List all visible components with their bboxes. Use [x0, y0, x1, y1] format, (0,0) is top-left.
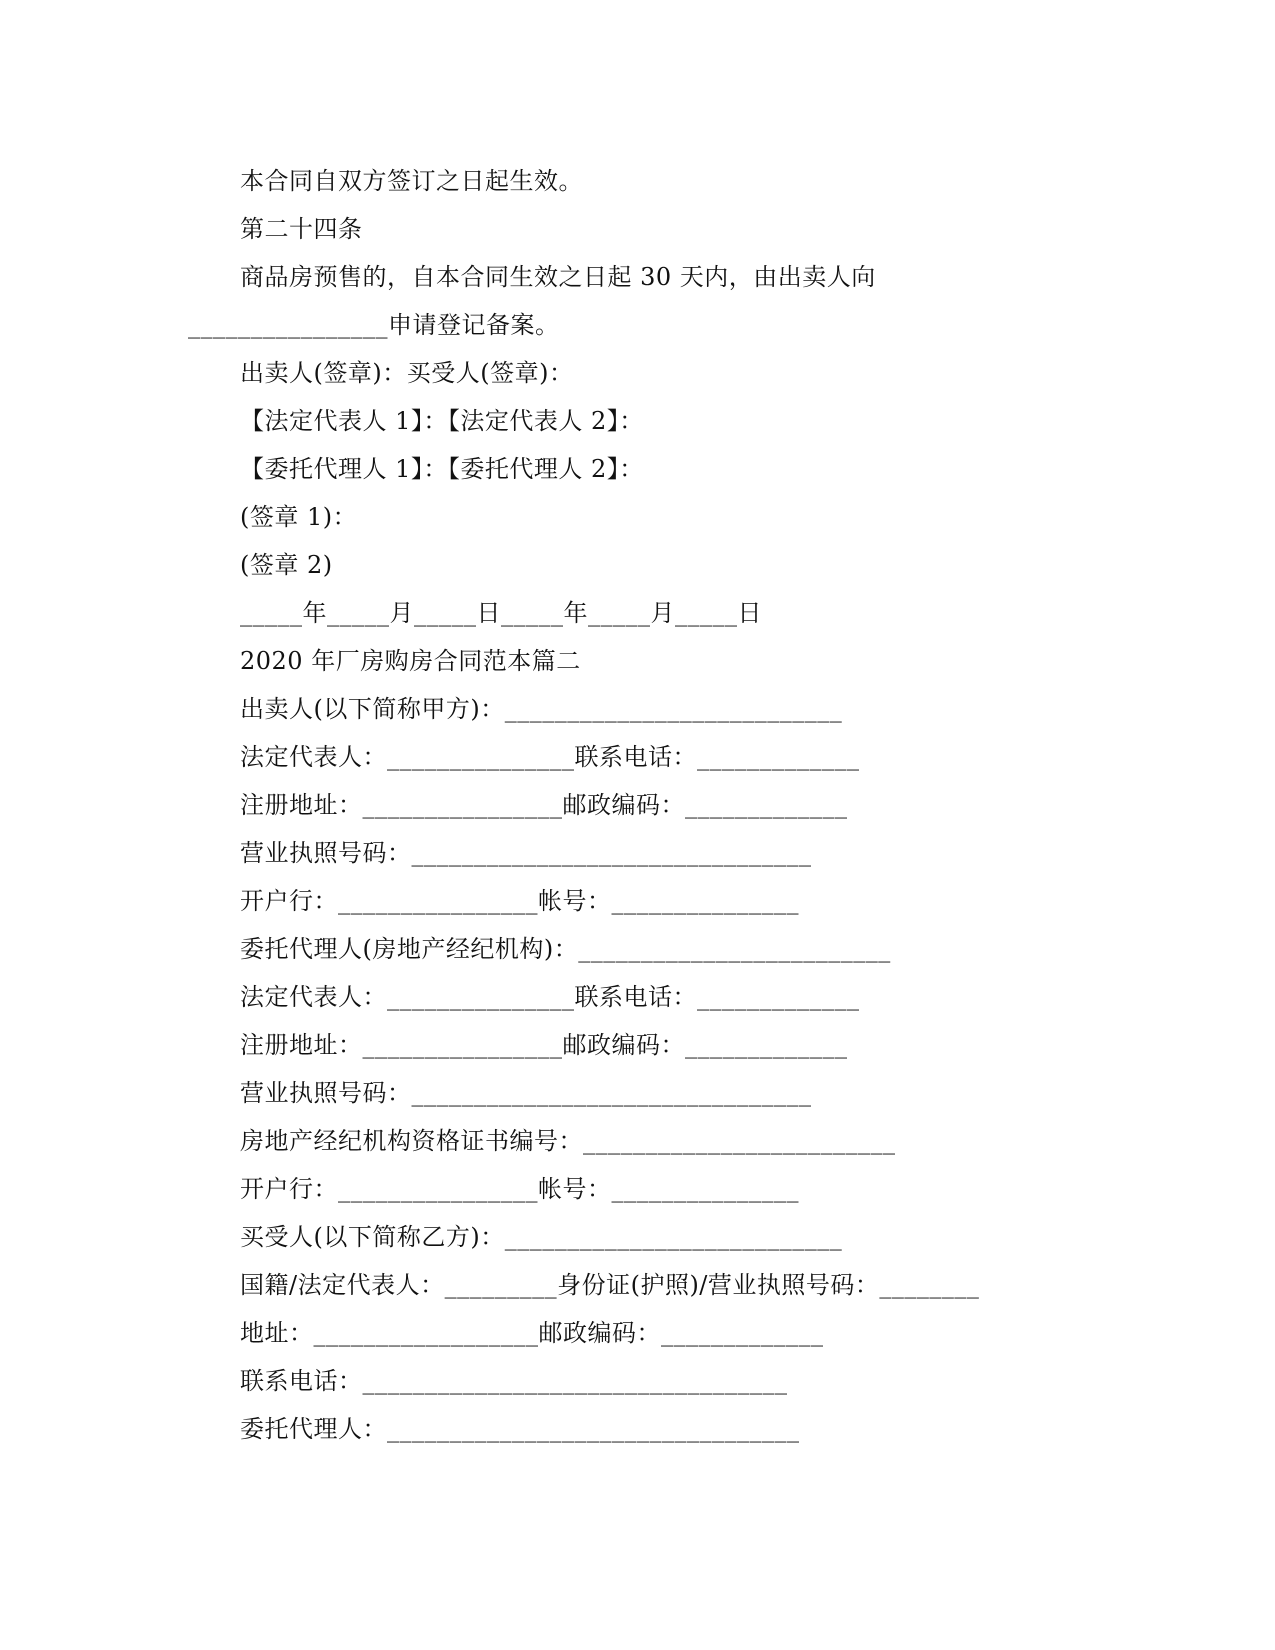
- buyer-agent: 委托代理人：_________________________________: [240, 1415, 800, 1443]
- seller-field: 出卖人(以下简称甲方)：___________________________: [240, 695, 843, 723]
- agent-representative-phone: 法定代表人：_______________联系电话：_____________: [240, 983, 860, 1011]
- agent-license-number: 营业执照号码：________________________________: [240, 1079, 812, 1107]
- agent-address-postcode: 注册地址：________________邮政编码：_____________: [240, 1031, 848, 1059]
- buyer-nationality-id: 国籍/法定代表人：_________身份证(护照)/营业执照号码：________: [240, 1271, 980, 1299]
- agent-certificate-number: 房地产经纪机构资格证书编号：_________________________: [240, 1127, 896, 1155]
- text-line-registration: ________________申请登记备案。: [188, 311, 560, 339]
- text-line-effective: 本合同自双方签订之日起生效。: [240, 167, 583, 195]
- seal-1: (签章 1)：: [240, 503, 358, 531]
- text-line-presale: 商品房预售的，自本合同生效之日起 30 天内，由出卖人向: [240, 263, 876, 291]
- agent-agency-field: 委托代理人(房地产经纪机构)：_________________________: [240, 935, 891, 963]
- date-line: _____年_____月_____日_____年_____月_____日: [240, 599, 762, 627]
- section-title: 2020 年厂房购房合同范本篇二: [240, 647, 581, 675]
- seller-address-postcode: 注册地址：________________邮政编码：_____________: [240, 791, 848, 819]
- article-heading: 第二十四条: [240, 215, 363, 243]
- agent-bank-account: 开户行：________________帐号：_______________: [240, 1175, 799, 1203]
- seller-bank-account: 开户行：________________帐号：_______________: [240, 887, 799, 915]
- buyer-field: 买受人(以下简称乙方)：___________________________: [240, 1223, 843, 1251]
- legal-representatives: 【法定代表人 1】：【法定代表人 2】：: [240, 407, 644, 435]
- signature-parties: 出卖人(签章)：买受人(签章)：: [240, 359, 574, 387]
- seal-2: (签章 2): [240, 551, 333, 579]
- buyer-phone: 联系电话：__________________________________: [240, 1367, 788, 1395]
- seller-representative-phone: 法定代表人：_______________联系电话：_____________: [240, 743, 860, 771]
- authorized-agents: 【委托代理人 1】：【委托代理人 2】：: [240, 455, 644, 483]
- buyer-address-postcode: 地址：__________________邮政编码：_____________: [240, 1319, 824, 1347]
- seller-license-number: 营业执照号码：________________________________: [240, 839, 812, 867]
